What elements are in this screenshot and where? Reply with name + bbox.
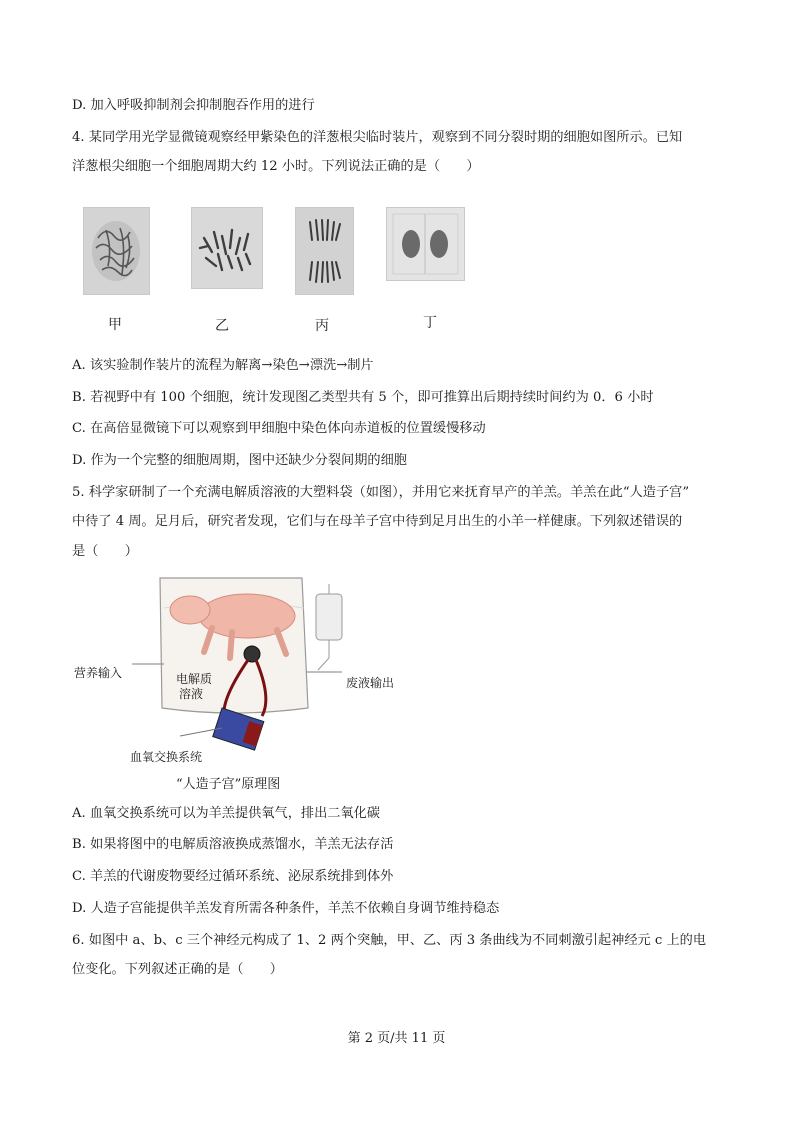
q4-stem-line2: 洋葱根尖细胞一个细胞周期大约 12 小时。下列说法正确的是（ ）	[72, 159, 480, 174]
figure-caption: “人造子宫”原理图	[176, 777, 281, 792]
option-d-q3: D. 加入呼吸抑制剂会抑制胞吞作用的进行	[72, 98, 315, 113]
q4-stem-line1: 4. 某同学用光学显微镜观察经甲紫染色的洋葱根尖临时装片，观察到不同分裂时期的细胞如图所示。已知	[72, 130, 683, 145]
label-oxygen-system: 血氧交换系统	[130, 750, 203, 764]
q4-option-b: B. 若视野中有 100 个细胞，统计发现图乙类型共有 5 个，即可推算出后期持续时间约为 0．6 小时	[72, 390, 654, 405]
label-jia: 甲	[108, 317, 122, 333]
label-ding: 丁	[423, 315, 437, 331]
q5-stem-line1: 5. 科学家研制了一个充满电解质溶液的大塑料袋（如图），并用它来抚育早产的羊羔。羊羔在此“人造子宫”	[72, 485, 690, 500]
q4-option-d: D. 作为一个完整的细胞周期，图中还缺少分裂间期的细胞	[72, 453, 407, 468]
label-electrolyte-2: 溶液	[179, 687, 204, 701]
artificial-womb-figure	[72, 568, 402, 793]
label-yi: 乙	[215, 318, 229, 334]
q5-option-a: A. 血氧交换系统可以为羊羔提供氧气，排出二氧化碳	[72, 806, 381, 821]
cell-image-ding	[386, 207, 465, 281]
q5-stem-line3: 是（ ）	[72, 544, 138, 559]
label-nutrient-input: 营养输入	[74, 666, 123, 680]
q5-option-c: C. 羊羔的代谢废物要经过循环系统、泌尿系统排到体外	[72, 869, 394, 884]
q4-option-c: C. 在高倍显微镜下可以观察到甲细胞中染色体向赤道板的位置缓慢移动	[72, 421, 486, 436]
q4-option-a: A. 该实验制作装片的流程为解离→染色→漂洗→制片	[72, 358, 374, 373]
cell-image-yi	[191, 207, 263, 289]
q5-option-d: D. 人造子宫能提供羊羔发育所需各种条件，羊羔不依赖自身调节维持稳态	[72, 901, 500, 916]
label-bing: 丙	[315, 318, 329, 334]
page-footer: 第 2 页/共 11 页	[347, 1031, 446, 1046]
label-waste-output: 废液输出	[346, 676, 395, 690]
cell-image-jia	[83, 207, 150, 295]
cell-image-bing	[295, 207, 354, 295]
q6-stem-line2: 位变化。下列叙述正确的是（ ）	[72, 962, 283, 977]
q5-stem-line2: 中待了 4 周。足月后，研究者发现，它们与在母羊子宫中待到足月出生的小羊一样健康。下列叙述错误的	[72, 514, 683, 529]
label-electrolyte-1: 电解质	[176, 672, 213, 686]
q5-option-b: B. 如果将图中的电解质溶液换成蒸馏水，羊羔无法存活	[72, 837, 394, 852]
q6-stem-line1: 6. 如图中 a、b、c 三个神经元构成了 1、2 两个突触，甲、乙、丙 3 条曲线为不同刺激引起神经元 c 上的电	[72, 933, 707, 948]
